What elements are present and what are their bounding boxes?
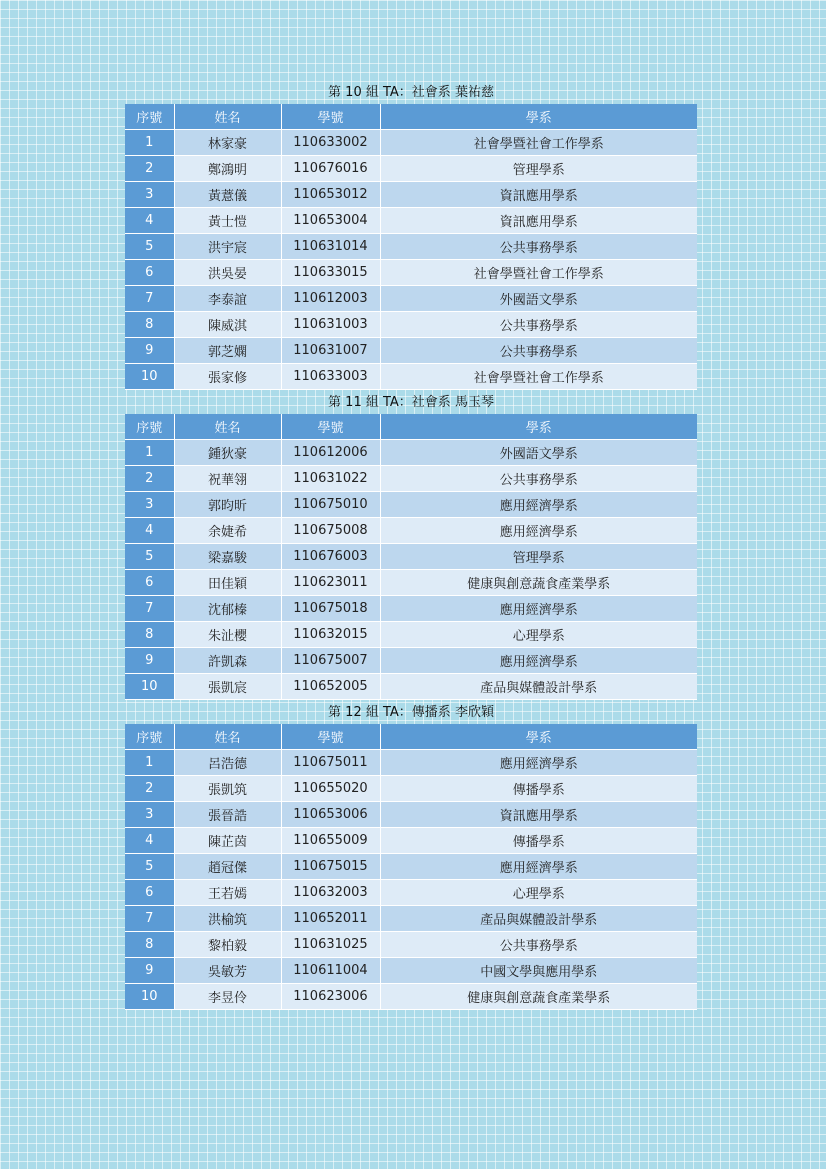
cell-student-id: 110612006 — [281, 440, 380, 466]
cell-department: 管理學系 — [380, 544, 697, 570]
header-seq: 序號 — [125, 724, 174, 750]
cell-student-id: 110631003 — [281, 312, 380, 338]
cell-student-id: 110675011 — [281, 750, 380, 776]
cell-seq: 5 — [125, 234, 174, 260]
header-student-id: 學號 — [281, 724, 380, 750]
cell-seq: 7 — [125, 596, 174, 622]
table-header-row — [125, 724, 697, 750]
header-student-id: 學號 — [281, 414, 380, 440]
table-row — [125, 440, 697, 466]
table-row — [125, 932, 697, 958]
cell-name: 王若嫣 — [174, 880, 281, 906]
cell-department: 社會學暨社會工作學系 — [380, 260, 697, 286]
cell-department: 外國語文學系 — [380, 286, 697, 312]
cell-student-id: 110653006 — [281, 802, 380, 828]
cell-student-id: 110653004 — [281, 208, 380, 234]
group-table — [125, 104, 697, 390]
cell-seq: 5 — [125, 854, 174, 880]
cell-student-id: 110652011 — [281, 906, 380, 932]
table-row — [125, 182, 697, 208]
header-seq: 序號 — [125, 104, 174, 130]
cell-department: 資訊應用學系 — [380, 182, 697, 208]
cell-student-id: 110655009 — [281, 828, 380, 854]
group-title: 第 11 組 TA：社會系 馬玉琴 — [328, 395, 494, 410]
table-row — [125, 208, 697, 234]
table-row — [125, 130, 697, 156]
cell-department: 產品與媒體設計學系 — [380, 674, 697, 700]
cell-name: 張家修 — [174, 364, 281, 390]
cell-seq: 1 — [125, 130, 174, 156]
table-row — [125, 828, 697, 854]
cell-seq: 9 — [125, 648, 174, 674]
cell-student-id: 110652005 — [281, 674, 380, 700]
table-row — [125, 260, 697, 286]
table-row — [125, 466, 697, 492]
cell-seq: 10 — [125, 674, 174, 700]
cell-seq: 8 — [125, 622, 174, 648]
table-row — [125, 854, 697, 880]
cell-department: 產品與媒體設計學系 — [380, 906, 697, 932]
cell-name: 洪榆筑 — [174, 906, 281, 932]
cell-name: 張凱筑 — [174, 776, 281, 802]
table-row — [125, 802, 697, 828]
cell-student-id: 110675015 — [281, 854, 380, 880]
cell-name: 余婕希 — [174, 518, 281, 544]
cell-name: 洪吳晏 — [174, 260, 281, 286]
cell-student-id: 110623011 — [281, 570, 380, 596]
table-row — [125, 312, 697, 338]
cell-student-id: 110655020 — [281, 776, 380, 802]
table-row — [125, 156, 697, 182]
cell-seq: 7 — [125, 906, 174, 932]
cell-student-id: 110623006 — [281, 984, 380, 1010]
cell-seq: 3 — [125, 182, 174, 208]
table-row — [125, 984, 697, 1010]
header-department: 學系 — [380, 724, 697, 750]
cell-department: 公共事務學系 — [380, 932, 697, 958]
table-row — [125, 570, 697, 596]
cell-name: 郭芝嫻 — [174, 338, 281, 364]
cell-name: 李昱伶 — [174, 984, 281, 1010]
cell-department: 傳播學系 — [380, 828, 697, 854]
cell-department: 社會學暨社會工作學系 — [380, 364, 697, 390]
cell-department: 外國語文學系 — [380, 440, 697, 466]
table-row — [125, 750, 697, 776]
cell-student-id: 110611004 — [281, 958, 380, 984]
cell-student-id: 110631007 — [281, 338, 380, 364]
cell-name: 黎柏毅 — [174, 932, 281, 958]
cell-student-id: 110653012 — [281, 182, 380, 208]
cell-seq: 6 — [125, 570, 174, 596]
cell-name: 梁嘉駿 — [174, 544, 281, 570]
table-row — [125, 364, 697, 390]
cell-name: 祝華翎 — [174, 466, 281, 492]
cell-name: 黃薏儀 — [174, 182, 281, 208]
cell-student-id: 110633015 — [281, 260, 380, 286]
cell-seq: 6 — [125, 880, 174, 906]
cell-department: 健康與創意蔬食產業學系 — [380, 570, 697, 596]
cell-seq: 2 — [125, 776, 174, 802]
table-row — [125, 776, 697, 802]
group-title: 第 12 組 TA：傳播系 李欣穎 — [328, 705, 494, 720]
cell-student-id: 110675010 — [281, 492, 380, 518]
cell-seq: 10 — [125, 364, 174, 390]
cell-seq: 10 — [125, 984, 174, 1010]
cell-student-id: 110675018 — [281, 596, 380, 622]
cell-seq: 3 — [125, 802, 174, 828]
cell-department: 應用經濟學系 — [380, 492, 697, 518]
cell-seq: 5 — [125, 544, 174, 570]
cell-seq: 7 — [125, 286, 174, 312]
cell-seq: 1 — [125, 750, 174, 776]
cell-department: 社會學暨社會工作學系 — [380, 130, 697, 156]
table-row — [125, 234, 697, 260]
cell-department: 心理學系 — [380, 880, 697, 906]
cell-name: 沈郁榛 — [174, 596, 281, 622]
group-table — [125, 414, 697, 700]
cell-student-id: 110633002 — [281, 130, 380, 156]
cell-name: 李泰誼 — [174, 286, 281, 312]
cell-student-id: 110675008 — [281, 518, 380, 544]
header-department: 學系 — [380, 104, 697, 130]
cell-student-id: 110633003 — [281, 364, 380, 390]
table-row — [125, 674, 697, 700]
cell-department: 公共事務學系 — [380, 312, 697, 338]
group-list — [125, 80, 697, 1010]
table-header-row — [125, 414, 697, 440]
cell-name: 郭昀昕 — [174, 492, 281, 518]
cell-name: 鄭鴻明 — [174, 156, 281, 182]
table-row — [125, 492, 697, 518]
header-department: 學系 — [380, 414, 697, 440]
cell-name: 林家豪 — [174, 130, 281, 156]
header-student-id: 學號 — [281, 104, 380, 130]
group-section — [125, 700, 697, 1010]
header-seq: 序號 — [125, 414, 174, 440]
cell-seq: 6 — [125, 260, 174, 286]
cell-department: 健康與創意蔬食產業學系 — [380, 984, 697, 1010]
cell-department: 中國文學與應用學系 — [380, 958, 697, 984]
cell-student-id: 110612003 — [281, 286, 380, 312]
cell-seq: 4 — [125, 208, 174, 234]
table-row — [125, 622, 697, 648]
cell-student-id: 110631014 — [281, 234, 380, 260]
table-header-row — [125, 104, 697, 130]
table-row — [125, 338, 697, 364]
cell-seq: 2 — [125, 466, 174, 492]
table-row — [125, 544, 697, 570]
group-section — [125, 80, 697, 390]
table-row — [125, 518, 697, 544]
cell-department: 應用經濟學系 — [380, 750, 697, 776]
cell-name: 趙冠傑 — [174, 854, 281, 880]
cell-name: 許凱森 — [174, 648, 281, 674]
cell-name: 吳敏芳 — [174, 958, 281, 984]
cell-department: 資訊應用學系 — [380, 208, 697, 234]
cell-seq: 8 — [125, 932, 174, 958]
header-name: 姓名 — [174, 104, 281, 130]
cell-seq: 4 — [125, 518, 174, 544]
cell-name: 黃士愷 — [174, 208, 281, 234]
table-row — [125, 596, 697, 622]
cell-student-id: 110632015 — [281, 622, 380, 648]
cell-department: 公共事務學系 — [380, 234, 697, 260]
cell-student-id: 110676003 — [281, 544, 380, 570]
cell-department: 應用經濟學系 — [380, 648, 697, 674]
cell-department: 公共事務學系 — [380, 466, 697, 492]
cell-name: 張凱宸 — [174, 674, 281, 700]
cell-department: 應用經濟學系 — [380, 854, 697, 880]
table-row — [125, 286, 697, 312]
cell-student-id: 110631025 — [281, 932, 380, 958]
header-name: 姓名 — [174, 724, 281, 750]
header-name: 姓名 — [174, 414, 281, 440]
group-table — [125, 724, 697, 1010]
cell-seq: 2 — [125, 156, 174, 182]
cell-department: 管理學系 — [380, 156, 697, 182]
cell-student-id: 110676016 — [281, 156, 380, 182]
cell-department: 應用經濟學系 — [380, 596, 697, 622]
group-section — [125, 390, 697, 700]
cell-seq: 9 — [125, 338, 174, 364]
cell-department: 心理學系 — [380, 622, 697, 648]
cell-name: 呂浩德 — [174, 750, 281, 776]
cell-seq: 4 — [125, 828, 174, 854]
cell-seq: 1 — [125, 440, 174, 466]
table-row — [125, 958, 697, 984]
table-row — [125, 880, 697, 906]
cell-name: 陳威淇 — [174, 312, 281, 338]
cell-department: 資訊應用學系 — [380, 802, 697, 828]
cell-seq: 8 — [125, 312, 174, 338]
cell-department: 傳播學系 — [380, 776, 697, 802]
cell-student-id: 110675007 — [281, 648, 380, 674]
cell-name: 朱沚櫻 — [174, 622, 281, 648]
cell-seq: 9 — [125, 958, 174, 984]
cell-name: 洪宇宸 — [174, 234, 281, 260]
table-row — [125, 648, 697, 674]
cell-department: 應用經濟學系 — [380, 518, 697, 544]
table-row — [125, 906, 697, 932]
cell-seq: 3 — [125, 492, 174, 518]
cell-name: 張晉誥 — [174, 802, 281, 828]
group-title: 第 10 組 TA：社會系 葉祐慈 — [328, 85, 494, 100]
cell-department: 公共事務學系 — [380, 338, 697, 364]
cell-name: 鍾狄豪 — [174, 440, 281, 466]
cell-student-id: 110632003 — [281, 880, 380, 906]
cell-name: 陳芷茵 — [174, 828, 281, 854]
cell-student-id: 110631022 — [281, 466, 380, 492]
cell-name: 田佳穎 — [174, 570, 281, 596]
